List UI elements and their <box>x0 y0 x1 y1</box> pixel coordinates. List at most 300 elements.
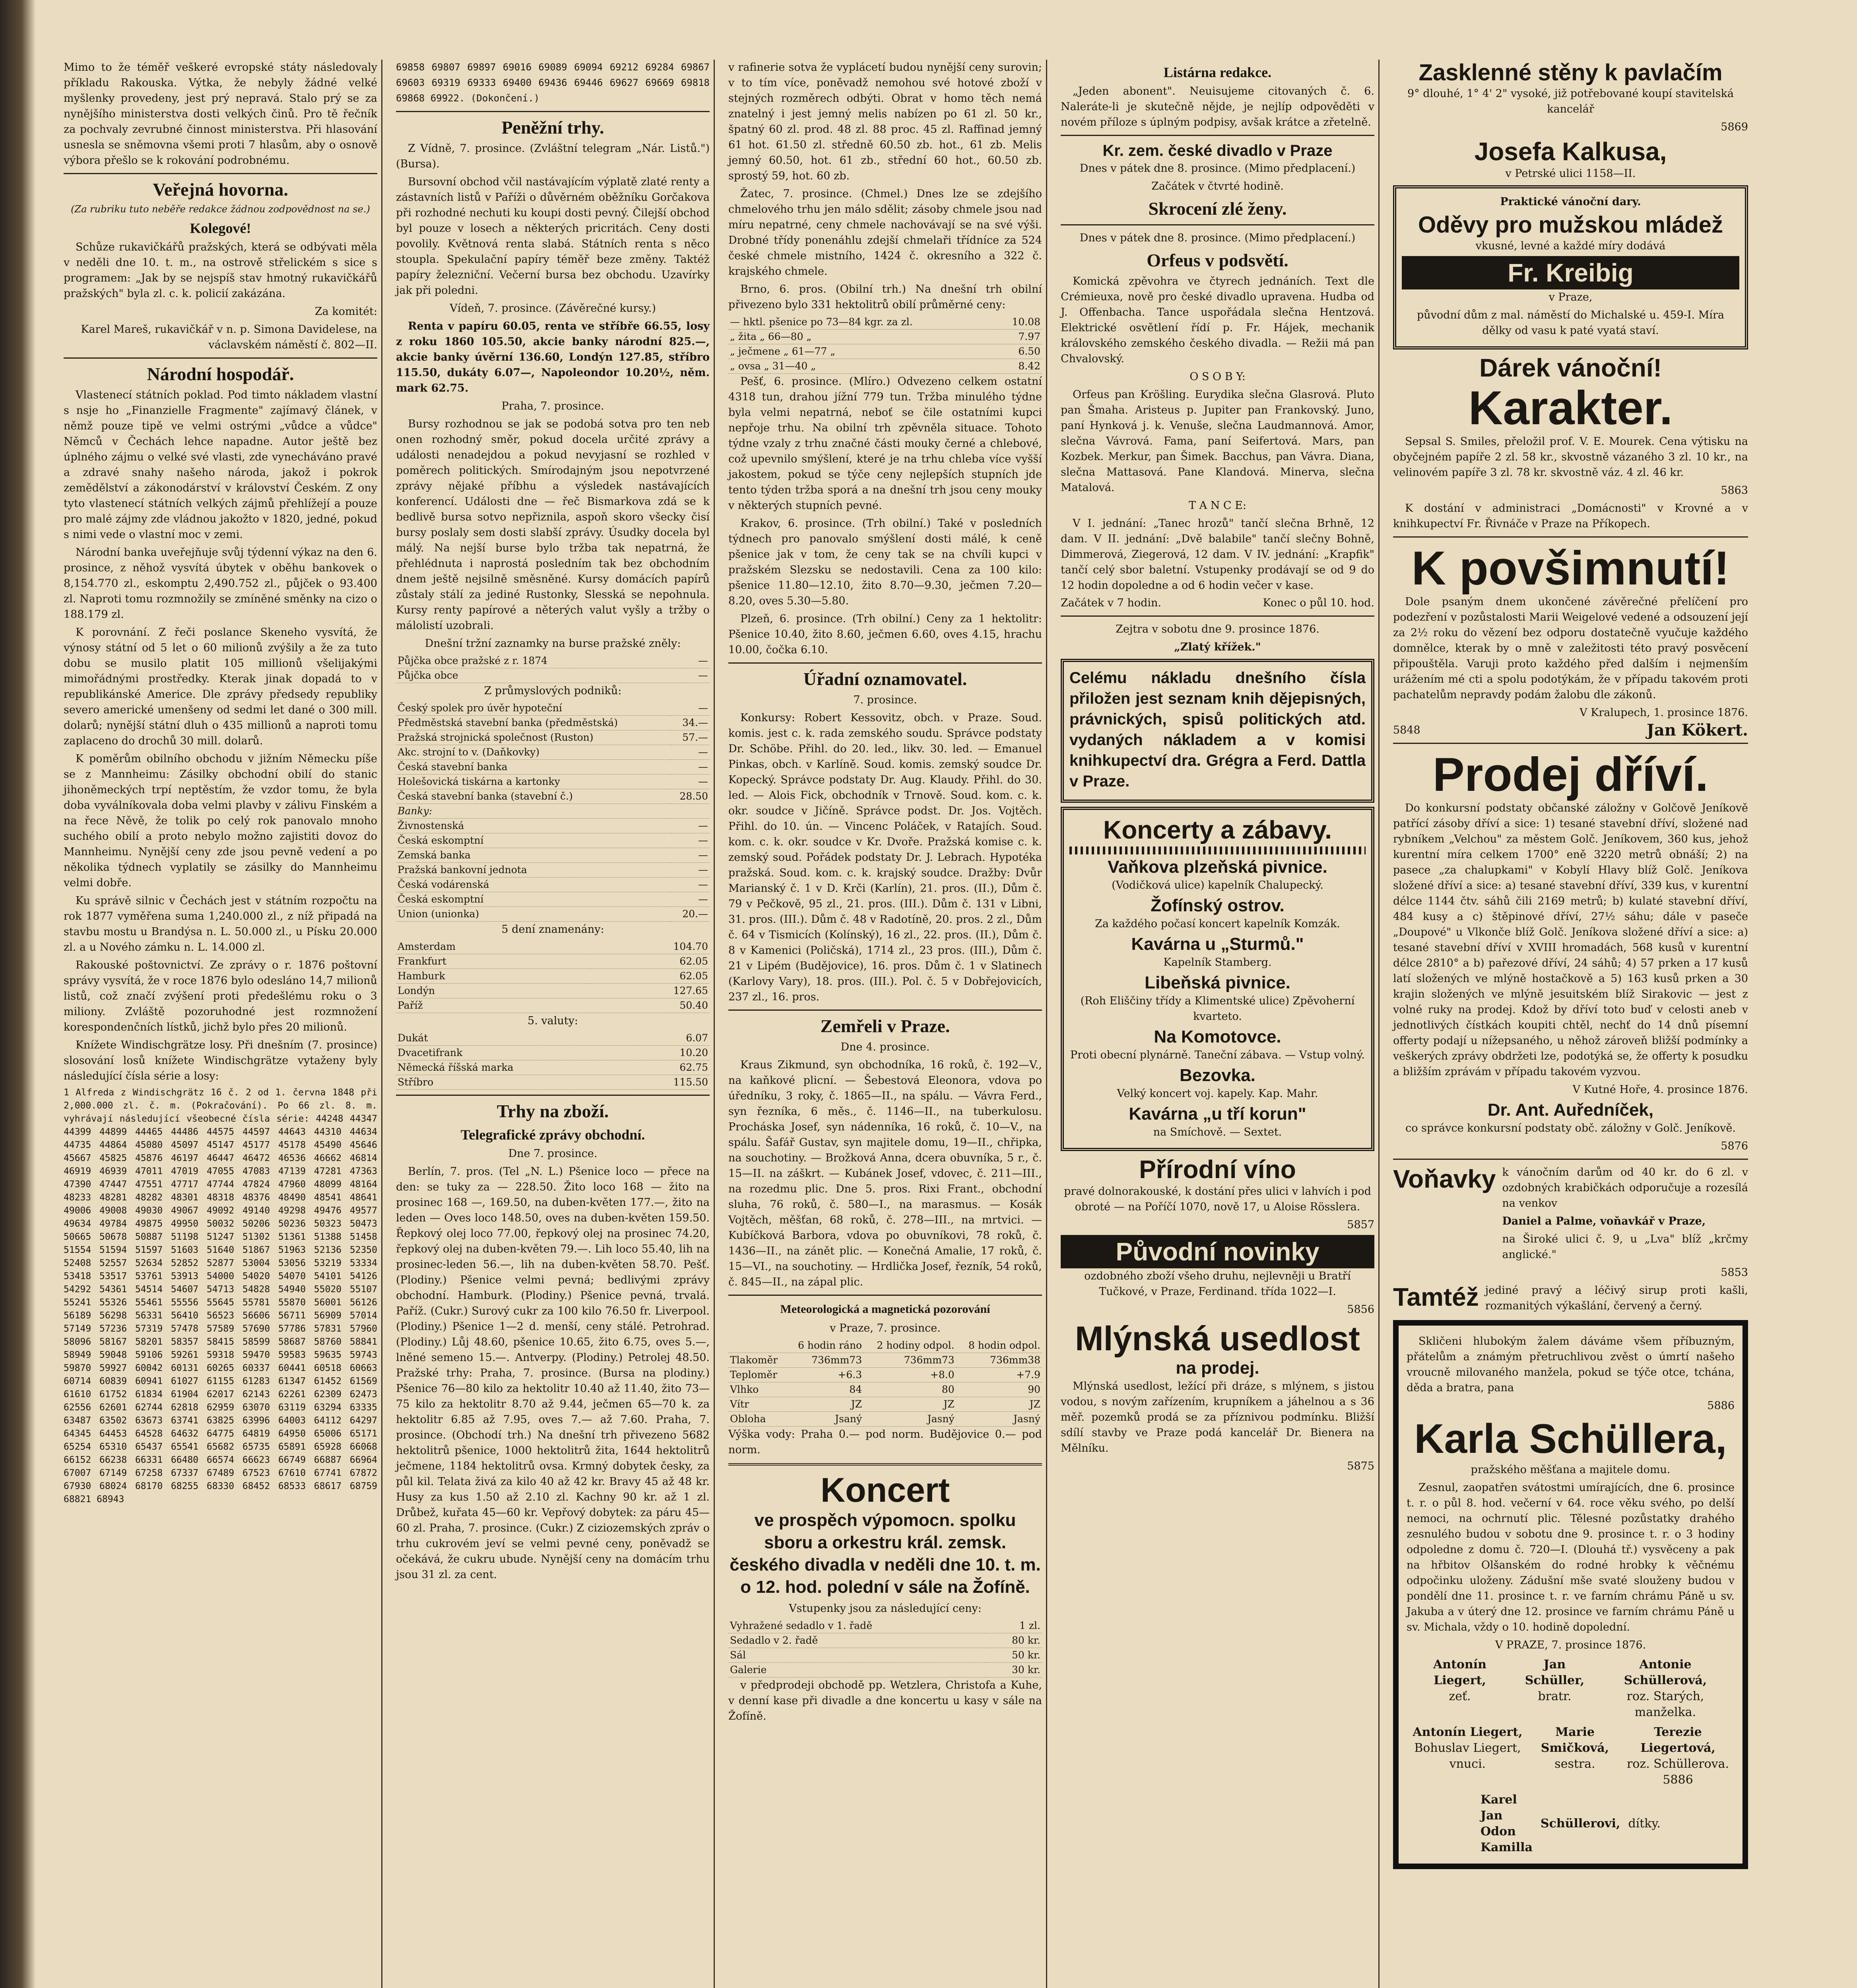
row-label: Česká eskomptní <box>396 892 671 907</box>
drivi-role: co správce konkursní podstaty obč. záložny v Golč. Jeníkově. <box>1405 1122 1736 1134</box>
divider <box>1393 1159 1748 1160</box>
row-label: Stříbro <box>396 1075 634 1090</box>
zacatek: Začátek v 7 hodin. <box>1061 597 1161 609</box>
meteo-cell: Jasný <box>956 1412 1042 1427</box>
smenky-head: 5 dení znamenány: <box>501 923 604 936</box>
zejtra: Zejtra v sobotu dne 9. prosince 1876. <box>1116 623 1319 635</box>
row-value: 34.— <box>671 716 710 730</box>
trhy-title: Trhy na zboží. <box>497 1101 609 1121</box>
row-value: 62.05 <box>590 954 710 969</box>
industry-table <box>396 701 710 922</box>
table-row <box>396 701 710 716</box>
row-value: 10.20 <box>634 1046 710 1060</box>
table-row <box>396 745 710 760</box>
drivi-sign: Dr. Ant. Auředníček, <box>1487 1100 1654 1120</box>
povsimnuti-sign: Jan Kökert. <box>1646 721 1748 740</box>
telegraf-title: Telegrafické zprávy obchodní. <box>460 1127 645 1143</box>
vino-title: Přírodní víno <box>1139 1155 1296 1184</box>
table-row <box>396 1031 710 1046</box>
telegraf-date: Dne 7. prosince. <box>508 1147 598 1160</box>
mourn-place: V PRAZE, 7. prosince 1876. <box>1495 1639 1646 1651</box>
signature <box>1407 1657 1513 1720</box>
row-value: — <box>671 775 710 789</box>
meteo-cell: JZ <box>956 1397 1042 1412</box>
osoby-text: Orfeus pan Kröšling. Eurydika slečna Glasrová. Pluto pan Šmaha. Aristeus p. Jupiter pan Frankovský. Juno, paní Hynková j. k. Venuše, slečna Laudmannová. Amor, slečna Vávrová. Fama, paní Seifertová. Mars, pan Kozbek. Merkur, pan Šimek. Bacchus, pan Vávra. Diana, slečna Mattasová. Pane Klandová. Minerva, slečna Matalová. <box>1061 388 1374 494</box>
narodni-paragraph: K poměrům obilního obchodu v jižním Německu píše se z Mannheimu: Zásilky obchodní obilí do stanic jihoněmeckých trpí neptěstím, že vzdor tomu, že byla doba vyválníkovala doba velmi plavby v zálivu Finském a na řece Něvě, že tolik po celý rok panovalo mnoho suchého obilí a proto nebylo možno zajistiti dovoz do Mannheimu. Nynější ceny zde jsou pevně vedení a po několika týdnech vyplatily se zásilky do Mannheimu velmi dobře. <box>64 753 377 889</box>
table-row <box>728 1412 1042 1427</box>
table-row <box>728 359 1042 374</box>
krejbig-title: Oděvy pro mužskou mládež <box>1418 212 1723 238</box>
table-row <box>396 848 710 863</box>
sig-name: Marie Smičková, <box>1541 1725 1609 1755</box>
row-label: „ ovsa „ 31—40 „ <box>728 359 996 374</box>
drivi-num: 5876 <box>1721 1140 1748 1152</box>
exchange-table <box>396 940 710 1013</box>
meteo-cell: +6.3 <box>787 1368 863 1382</box>
zejtra-play: „Zlatý křížek." <box>1174 641 1261 653</box>
row-value <box>671 804 710 819</box>
narodni-paragraph: K porovnání. Z řeči poslance Skeneho vysvítá, že výnosy státní od 5 let o 60 milionů zvýšily a že za tuto dobu se musilo platit 105 millionů všelijakými mimořádnými prostředky. Kterak jinak dopadá to v republikánské Americe. Dle zprávy předsedy republiky severo americké umenšeny od sedmi let dané o 300 mill. dolarů; nynější státní dluh o 435 millionů a naproti tomu zaplaceno do drochů 30 mill. dolarů. <box>64 626 377 747</box>
table-row <box>396 954 710 969</box>
table-row <box>728 330 1042 344</box>
divider <box>1393 743 1748 744</box>
row-label: Pražská strojnická společnost (Ruston) <box>396 730 671 745</box>
divider <box>728 662 1042 664</box>
karakter-note: K dostání v administraci „Domácnosti" v Krovné a v knihkupectví Fr. Řivnáče v Praze na Příkopech. <box>1393 502 1748 530</box>
praha-head: Praha, 7. prosince. <box>501 400 604 412</box>
row-label: Zemská banka <box>396 848 671 863</box>
kalkus-name: Josefa Kalkusa, <box>1474 137 1667 166</box>
divider <box>1061 615 1374 617</box>
meteo-cell: Jasný <box>863 1412 956 1427</box>
koncert-text: ve prospěch výpomocn. spolku sboru a orkestru král. zemsk. českého divadla v neděli dne 10. t. m. o 12. hod. polední v sále na Žofíně. <box>730 1510 1041 1597</box>
table-row <box>396 668 710 683</box>
divider <box>1393 536 1748 538</box>
venue-name: Vaňkova plzeňská pivnice. <box>1108 857 1327 877</box>
row-value: — <box>671 760 710 775</box>
tamtez-ad <box>1393 1283 1748 1316</box>
koncert-title: Koncert <box>821 1471 950 1509</box>
row-value: 8.42 <box>996 359 1042 374</box>
mlyn-text: Mlýnská usedlost, ležící při dráze, s mlýnem, s jistou vodou, s novým zařízením, krupníkem a jáhelnou a s 36 měř. pozemků prodá se za příznivou podmínku. Bližší sdílí stavby ve Praze podá kancelář Dr. Bienera na Mělníku. <box>1061 1380 1374 1454</box>
praha-close: Dnešní tržní zaznamky na burse pražské zněly: <box>425 637 681 650</box>
row-value: — <box>671 701 710 716</box>
meteo-cell: Vlhko <box>728 1382 787 1397</box>
krejbig-city: v Praze, <box>1548 291 1593 303</box>
meteo-cell: 90 <box>956 1382 1042 1397</box>
row-label: Banky: <box>396 804 671 819</box>
vienna-head: Z Vídně, 7. prosince. (Zvláštní telegram „Nár. Listů.") (Bursa). <box>396 142 710 170</box>
venue-name: Kavárna u „Sturmů." <box>1131 934 1304 954</box>
krakov-text: Krakov, 6. prosince. (Trh obilní.) Také v posledních týdnech pro panovalo smýšlení dosti málé, k ceně pšenice jak v tom, že ceny tak se na chvíli kupci v pražském Slezsku se nedostavili. Cena za 100 kilo: pšenice 11.80—12.10, žito 8.70—9.30, ječmen 7.20—8.20, oves 5.30—5.80. <box>728 517 1042 607</box>
column-2 <box>392 60 715 1988</box>
row-label: „ ječmene „ 61—77 „ <box>728 344 996 359</box>
meteo-cell: Obloha <box>728 1412 787 1427</box>
table-row <box>396 730 710 745</box>
row-value: 1 zl. <box>986 1619 1042 1633</box>
table-row <box>396 775 710 789</box>
vienna2-head: Vídeň, 7. prosince. (Závěrečné kursy.) <box>450 302 656 315</box>
table-row <box>728 1382 1042 1397</box>
ornament <box>1069 846 1366 854</box>
meteo-head: 8 hodin odpol. <box>956 1338 1042 1353</box>
table-row <box>728 1368 1042 1382</box>
divider <box>396 111 710 112</box>
table-row <box>728 344 1042 359</box>
orfeus-title: Orfeus v podsvětí. <box>1147 250 1288 270</box>
vienna-text: Bursovní obchod včil nastávajícím výplatě zlaté renty a zástavních listů v Paříži o důvěrném oběžníku Gorčakova při rozhodné nechuti ku koupi dosti pevný. Čilejší obchod byl pouze v losech a některých pricritách. Ceny dosti povolily. Květnová renta slabá. Státních renta s něco stoupla. Spekulační papíry téměř beze změny. Taktéž papíry železniční. Večerní bursa bez obchodu. Uzavírky jak při poledni. <box>396 176 710 297</box>
sig-role: zeť. <box>1449 1689 1471 1703</box>
venue-item <box>1069 934 1366 970</box>
listarna-text: „Jeden abonent". Neuisujeme citovaných č. 6. Naleráte-li je skutečně nějde, je nejlíp odpověděti v novém příloze s úplným podpisy, avšak krátce a zřetelně. <box>1061 85 1374 128</box>
urad-date: 7. prosince. <box>853 694 917 706</box>
table-row <box>396 998 710 1013</box>
kolegove-text: Schůze rukavičkářů pražských, která se odbývati měla v neděli dne 10. t. m., na ostrově střelickém s sice s programem: „Jak by se nejspíš stav hmotný rukavičkářů pražských" byla zl. c. k. policií zakázána. <box>64 241 377 300</box>
table-row <box>396 878 710 892</box>
row-label: Česká vodárenská <box>396 878 671 892</box>
table-row <box>396 833 710 848</box>
povsimnuti-title: K povšimnutí! <box>1411 542 1730 595</box>
table-row <box>728 1633 1042 1648</box>
table-row <box>728 1648 1042 1663</box>
signature <box>1621 1724 1735 1788</box>
divider <box>728 1295 1042 1296</box>
row-label: Sál <box>728 1648 986 1663</box>
sig-name: Jan Schüller, <box>1525 1658 1585 1687</box>
meteo-cell: Tlakoměr <box>728 1353 787 1368</box>
venue-item <box>1069 1065 1366 1101</box>
row-label: — hktl. pšenice po 73—84 kgr. za zl. <box>728 315 996 330</box>
vstupne-head: Vstupenky jsou za následující ceny: <box>789 1602 982 1615</box>
kid-name: Kamilla <box>1481 1840 1533 1854</box>
table-row <box>728 1663 1042 1677</box>
osoby-title: O S O B Y: <box>1189 371 1246 383</box>
meteo-table <box>728 1338 1042 1427</box>
row-label: Holešovická tiskárna a kartonky <box>396 775 671 789</box>
celemu-box <box>1061 659 1374 803</box>
narodni-paragraph: Ku správě silnic v Čechách jest v státním rozpočtu na rok 1877 vyměřena suma 1,240.000 zl., z níž připadá na stavbu mostu u Brandýsa n. L. 50.000 zl., u Písku 20.000 zl. a u Nového zámku n. L. 14.000 zl. <box>64 895 377 953</box>
orfeus-date: Dnes v pátek dne 8. prosince. (Mimo předplacení.) <box>1079 232 1356 244</box>
bond-table <box>396 654 710 683</box>
signature-row <box>1407 1724 1735 1788</box>
row-label: Německá říšská marka <box>396 1060 634 1075</box>
novinky-num: 5856 <box>1347 1303 1374 1316</box>
table-row <box>396 969 710 984</box>
vonavky-addr: na Široké ulici č. 9, u „Lva" blíž „krčmy anglické." <box>1502 1233 1748 1261</box>
divider <box>1061 135 1374 136</box>
row-label: Český spolek pro úvěr hypoteční <box>396 701 671 716</box>
row-label: Hamburk <box>396 969 590 984</box>
divider <box>1061 224 1374 225</box>
tamtez-text: jediné pravý a léčivý sirup proti kašli, rozmanitých výkašlání, červený a černý. <box>1485 1284 1748 1312</box>
meteo-cell: Vítr <box>728 1397 787 1412</box>
row-label: Dvacetifrank <box>396 1046 634 1060</box>
row-label: Galerie <box>728 1663 986 1677</box>
row-label: Předměstská stavební banka (předměstská) <box>396 716 671 730</box>
venue-sub: Velký koncert voj. kapely. Kap. Mahr. <box>1117 1087 1318 1100</box>
row-value: 50 kr. <box>986 1648 1042 1663</box>
row-value: — <box>671 819 710 833</box>
row-value: 62.05 <box>590 969 710 984</box>
meteo-cell: 84 <box>787 1382 863 1397</box>
row-label: „ žita „ 66—80 „ <box>728 330 996 344</box>
vienna2-text: Renta v papíru 60.05, renta ve stříbře 66.55, losy z roku 1860 105.50, akcie banky národní 825.—, akcie banky úvěrní 136.60, Londýn 127.85, stříbro 115.50, dukáty 6.07—, Napoleondor 10.20½, něm. mark 62.75. <box>396 320 710 394</box>
meteo-cell: 736mm73 <box>863 1353 956 1368</box>
row-label: Amsterdam <box>396 940 590 954</box>
table-row <box>396 892 710 907</box>
sig-role: sestra. <box>1554 1757 1595 1771</box>
table-row <box>396 804 710 819</box>
divadlo-start: Začátek v čtvrté hodině. <box>1151 180 1284 192</box>
koncerty-title: Koncerty a zábavy. <box>1103 815 1332 844</box>
krejbig-box <box>1393 185 1748 349</box>
venue-item <box>1069 973 1366 1024</box>
narodni-paragraph: Vlastenecí státních poklad. Pod timto nákladem vlastní s nsje ho „Finanzielle Fragmente" zajímavý článek, v němž pouze tipě ve velmi ostrými „vůdce a vůdce" Němců v Čechách lehce napadne. Autor ještě bez úplného zájmu o velké své vlasti, zde vynecháváno pravé a zdravé snahy našeho národa, jakož i pokrok zemědělství a zákonodárství v království Českém. Z ony tyto vlastenecí státních velkých zájmů přehlížejí a pouze pro malé zájmy zde vládnou jakožto v 1820, jedné, pokud s nimi vede o vlastní moc v zemi. <box>64 389 377 541</box>
urad-title: Úřadní oznamovatel. <box>803 669 967 689</box>
povsimnuti-place: V Kralupech, 1. prosince 1876. <box>1580 707 1748 719</box>
divadlo-title: Kr. zem. české divadlo v Praze <box>1102 142 1333 159</box>
divider <box>64 173 377 174</box>
table-row <box>396 863 710 878</box>
table-row <box>396 1060 710 1075</box>
drivi-place: V Kutné Hoře, 4. prosince 1876. <box>1572 1083 1748 1096</box>
zemreli-date: Dne 4. prosince. <box>840 1041 930 1053</box>
venue-item <box>1069 1027 1366 1063</box>
row-value: — <box>671 848 710 863</box>
venue-item <box>1069 1104 1366 1140</box>
row-value: 30 kr. <box>986 1663 1042 1677</box>
venue-item <box>1069 895 1366 932</box>
meteo-cell: Jsaný <box>787 1412 863 1427</box>
darek-title: Dárek vánoční! <box>1479 353 1662 382</box>
signature <box>1529 1724 1621 1788</box>
mlyn-sub: na prodej. <box>1176 1358 1259 1378</box>
meteo-head <box>728 1338 787 1353</box>
row-value: — <box>671 863 710 878</box>
meteo-head: 2 hodiny odpol. <box>863 1338 956 1353</box>
kids-role: dítky. <box>1628 1817 1661 1831</box>
table-row <box>396 716 710 730</box>
venue-name: Kavárna „u tří korun" <box>1129 1104 1306 1124</box>
vonavky-num: 5853 <box>1721 1266 1748 1279</box>
narodni-hospodar-title: Národní hospodář. <box>147 364 294 384</box>
tance-text: V I. jednání: „Tanec hrozů" tančí slečna Brhně, 12 dam. V II. jednání: „Dvě balabile" tančí slečny Bohně, Dimmerová, Ziegerová, 12 dam. V IV. jednání: „Krapfik" tančí celý sbor baletní. Vstupenky prodávají se od 9 do 12 hodin dopoledne a od 6 hodin večer v kase. <box>1061 517 1374 592</box>
table-row <box>396 907 710 922</box>
divider <box>728 1010 1042 1011</box>
intro-text: Mimo to že téměř veškeré evropské státy následovaly příkladu Rakouska. Výtka, že nebyly žádné velké myšlenky provedeny, jest prý nepravá. Stalo prý se za nynějšího ministerstva dosti velkých činů. Pro tě řečník za pochvaly zevrubné činnost ministerstva. Při hlasování usnesla se sněmovna všemi proti 7 hlasům, aby o osnově výbora přešlo se k rokování podrobnému. <box>64 61 377 167</box>
divider <box>396 1095 710 1096</box>
row-value: — <box>671 878 710 892</box>
table-row <box>396 819 710 833</box>
sig-name: Antonie Schüllerová, <box>1624 1658 1707 1687</box>
sig-role: roz. Starých, manželka. <box>1626 1689 1704 1719</box>
meteo-head: 6 hodin ráno <box>787 1338 863 1353</box>
table-row <box>396 984 710 998</box>
signature <box>1513 1657 1596 1720</box>
kids-list <box>1481 1792 1533 1856</box>
signature-row <box>1407 1657 1735 1720</box>
table-row <box>396 1046 710 1060</box>
row-value: — <box>685 668 710 683</box>
valuty-head: 5. valuty: <box>528 1015 578 1027</box>
brno-table <box>728 315 1042 374</box>
row-label: Akc. strojní to v. (Daňkovky) <box>396 745 671 760</box>
vstupne-note: v předprodeji obchodě pp. Wetzlera, Christofa a Kuhe, v denní kase při divadle a dne koncertu u kasy v sále na Žofíně. <box>728 1679 1042 1722</box>
venue-sub: Proti obecní plynárně. Taneční zábava. — Vstup volný. <box>1070 1049 1365 1061</box>
drivi-text: Do konkursní podstaty občanské záložny v Golčově Jeníkově patřící zásoby dříví a sice: 1) tesané stavební dříví, složené nad rybníkem „Velchou" za městem Golč. Jeníkovem, 360 kus, jehož kurentní míra celkem 1700° eně 3220 metrů obnáší; 2) na pasece „za chalupkami" v Kobylí Hlavy blíž Golč. Jeníkova složené dříví a sice: a) tesané stavební dříví, 339 kus, v kurentní délce 1144 čtv. sáhů čili 2169 metrů; b) kulaté stavební dříví, 484 kusy a c) štěpinové dříví, 27½ sáhu; dále v paseče „Doupové" u Vlkonče blíž Golč. Jeníkova složené dříví a sice: a) tesané stavební dříví v XVIII hromadách, 568 kusů v kurentní délce 2810° a b) pařezové dříví, 24 sáhů; 4) 57 prken a 17 kusů latí složených ve mlýně hostačkově a 5) 163 kusů prken a 30 krajin složených ve mlýně jesuitském blíž Sirakovic — jest z volné ruky na prodej. Kdož by dříví toto buď v celosti aneb v jednotlivých čístkách koupiti chtěl, nechť do 14 dnů písemní offerty podají u nížepsaného, u něhož zároveň bližší podmínky a veškerých zprávy obdržeti lze, podotýká se, že offerty k posudku a bližším zprávám v případu takovém vyzvou. <box>1393 802 1748 1078</box>
signature <box>1407 1724 1529 1788</box>
krejbig-text: vkusné, levné a každé míry dodává <box>1475 240 1666 252</box>
celemu-text: Celému nákladu dnešního čísla přiložen jest seznam knih dějepisných, právnických, spisů politických atd. vydaných nákladem a v komisi knihkupectví dra. Grégra a Ferd. Dattla v Praze. <box>1069 669 1366 790</box>
mourn-intro: Skličeni hlubokým žalem dáváme všem příbuzným, přátelům a známým přetruchlivou zvěst o úmrtí našeho vroucně milovaného manžela, pokud se týče otce, tchána, děda a bratra, pana <box>1407 1335 1735 1394</box>
meteo-vyska: Výška vody: Praha 0.— pod norm. Budějovice 0.— pod norm. <box>728 1428 1042 1456</box>
meteo-cell: JZ <box>787 1397 863 1412</box>
kalkus-addr: v Petrské ulici 1158—II. <box>1505 167 1636 180</box>
penezni-trhy-title: Peněžní trhy. <box>501 117 604 138</box>
vonavky-title: Voňavky <box>1393 1165 1496 1193</box>
sugar-text: v rafinerie sotva že vyplácetí budou nynější ceny surovin; v to tím více, poněvadž nemohou své hotové zboží v stejných rozměrech odbýti. Obrat v homo těch nemá znatelný i jest jemný melis nabízen po 61 zl. 50 kr., špatný 60 zl. prod. 48 zl. 88 proc. 45 zl. Raffinad jemný 61 hot. 61.50 zl. středně 60.50 zb. hot., 61 zb. Melis jemný 60.50, hot. 61 zb., střední 60 hot., 60.50 zb. sprostý 59, hot. 60 zb. <box>728 61 1042 182</box>
vino-text: pravé dolnorakouské, k dostání přes ulici v lahvích i pod obroté — na Poříčí 1070, nově 17, u Aloise Rösslera. <box>1064 1185 1371 1213</box>
row-label: Půjčka obce pražské z r. 1874 <box>396 654 685 668</box>
listarna-title: Listárna redakce. <box>1163 64 1272 80</box>
povsimnuti-text: Dole psaným dnem ukončené závěrečné přelíčení pro podezření v pozůstalosti Marii Weigelové vedené a odsouzení její za 2½ roku do vězení bez odporu dostatečně vyučuje každého domnělce, kterak by o mně v zaležitosti této pravý posvěcení připouštěla. Varuji proto každého před dalším i nejmenším urážením mé cti a spolu podotýkám, že v případu takovém proti pachatelům nepravdy podám žalobu dle zákonů. <box>1393 596 1748 701</box>
povsimnuti-num: 5848 <box>1393 724 1420 736</box>
row-label: Union (unionka) <box>396 907 671 922</box>
row-value: 62.75 <box>634 1060 710 1075</box>
novinky-title: Původní novinky <box>1061 1235 1374 1268</box>
table-row <box>728 315 1042 330</box>
table-row <box>728 1619 1042 1633</box>
vino-num: 5857 <box>1347 1219 1374 1231</box>
row-label: Pražská bankovní jednota <box>396 863 671 878</box>
divider <box>728 1463 1042 1466</box>
row-label: Česká stavební banka <box>396 760 671 775</box>
venue-sub: Kapelník Stamberg. <box>1163 956 1272 969</box>
zemreli-title: Zemřeli v Praze. <box>820 1016 950 1036</box>
lottery-numbers: 1 Alfreda z Windischgrätz 16 č. 2 od 1. června 1848 při 2,000.000 zl. č. m. (Pokračování). Po 66 zl. 8. m. vyhrávají následující všeobecné čísla série: 44248 44347 44399 44899 44465 44486 44575 44597 44643 44310 44634 44735 44864 45080 45097 45147 45177 45178 45490 45646 45667 45825 45876 46197 46447 46472 46536 46662 46814 46919 46939 47011 47019 47055 47083 47139 47281 47363 47390 47447 47551 47717 47744 47824 47960 48099 48164 48233 48281 48282 48301 48318 48376 48490 48541 48641 49006 49008 49030 49067 49092 49140 49298 49476 49577 49634 49784 49875 49950 50032 50206 50236 50323 50473 50665 50678 50887 51198 51247 51302 51361 51388 51458 51554 51594 51597 51603 51640 51867 51963 52136 52350 52408 52557 52634 52852 52877 53004 53056 53219 53334 53418 53517 53761 53913 54000 54020 54070 54101 54126 54292 54361 54514 54607 54713 54828 54940 55020 55107 55241 55326 55461 55556 55645 55781 55870 56001 56126 56189 56298 56331 56410 56523 56606 56711 56909 57014 57149 57236 57319 57478 57589 57690 57786 57831 57960 58096 58167 58201 58357 58415 58599 58687 58760 58841 58949 59048 59106 59261 59318 59470 59583 59635 59743 59870 59927 60042 60131 60265 60337 60441 60518 60663 60714 60839 60941 61027 61155 61283 61347 61452 61569 61610 61752 61834 61904 62017 62143 62261 62309 62473 62556 62601 62744 62818 62959 63070 63119 63294 63335 63487 63502 63673 63741 63825 63996 64003 64112 64297 64345 64453 64528 64632 64775 64819 64950 65006 65171 65254 65310 65437 65541 65682 65735 65891 65928 66068 66152 66238 66331 66480 66574 66623 66749 66887 66964 67007 67149 67258 67337 67489 67523 67610 67741 67872 67930 68024 68170 68255 68330 68452 68533 68617 68759 68821 68943 <box>64 1087 377 1505</box>
divider <box>64 357 377 359</box>
venue-sub: (Roh Eliščiny třídy a Klimentské ulice) Zpěvoherní kvarteto. <box>1080 995 1355 1023</box>
row-label: Dukát <box>396 1031 634 1046</box>
row-value: 50.40 <box>590 998 710 1013</box>
signature <box>1596 1657 1735 1720</box>
meteo-cell: 736mm73 <box>787 1353 863 1368</box>
vonavky-text: k vánočním darům od 40 kr. do 6 zl. v ozdobných krabičkách odporučuje a rozesílá na venkov <box>1502 1166 1748 1209</box>
telegraf-text: Berlín, 7. pros. (Tel „N. L.) Pšenice loco — přece na den: se tuky za — 228.50. Žito loco 168 — žito na prosinec 168 —, 169.50, na duben-květen 177.—, žito na leden — Oves loco 148.50, oves na duben-květen 159.50. Řepkový olej loco 77.00, řepkový olej na prosinec 74.20, řepkový olej na duben-květen 79.—. Lih loco 55.40, lih na prosinec-leden 56.—, lih na duben-květen 58.70. Pešť. (Plodiny.) Pšenice velmi pevná; bedlivými zprávy obchodní. Hamburk. (Plodiny.) Pšenice pevná, trvalá. Paříž. (Cukr.) Surový cukr za 100 kilo 76.50 fr. Liverpool. (Plodiny.) Pšenice 1—2 d. menší, ceny stálé. Petrohrad. (Plodiny.) Lůj 48.60, pšenice 10.65, žito 6.75, oves 5.—, lněné semeno 15.—. Antverpy. (Plodiny.) Petrolej 48.50. Pražské trhy: Praha, 7. prosince. (Bursa na plodiny.) Pšenice 76—80 kilo za hektolitr 10.40 až 11.40, žito 73—75 kilo za hektolitr 8.70 až 9.44, ječmen 65—70 k. za hektolitr 6.85 až 7.95, oves 7.— až 7.60. Praha, 7. prosince. (Obchodí trh.) Na dnešní trh přivezeno 5682 hektolitrů pšenice, 1000 hektolitrů žita, 1644 hektolitrů ječmene, 1184 hektolitrů ovsa. Krmný dobytek česky, za půl kil. Telata živá za kilo 40 až 42 kr. Bravy 45 až 48 kr. Husy za kus 1.50 až 2.10 zl. Kachny 90 kr. až 1 zl. Drůbež, kuřata 45—60 kr. Vepřový dobytek: za páru 45—60 zl. Praha, 7. prosince. (Cukr.) Z ciziozemských zpráv o trhu cukrovém jeví se velmi pevné ceny, poněvadž se očekává, že cukru ubude. Nynější ceny na domácím trhu jsou 31 zl. za cent. <box>396 1165 710 1581</box>
sig-name: Antonín Liegert, <box>1413 1725 1523 1739</box>
row-label: Půjčka obce <box>396 668 685 683</box>
narodni-paragraph: Rakouské poštovnictví. Ze zprávy o r. 1876 poštovní správy vysvítá, že v roce 1876 bylo odesláno 14,7 milionů listů, což značí zvýšení proti předešlému roku o 3 miliony. Zvláště pozoruhodné jest rozmnožení korespondenčních lístků, jichž bylo přes 20 milionů. <box>64 959 377 1033</box>
row-value: 20.— <box>671 907 710 922</box>
tance-title: T A N C E: <box>1189 499 1246 512</box>
sig-name: Antonín Liegert, <box>1433 1658 1486 1687</box>
row-value: — <box>671 892 710 907</box>
row-value: — <box>671 745 710 760</box>
meteo-cell: 736mm38 <box>956 1353 1042 1368</box>
row-label: Londýn <box>396 984 590 998</box>
vonavky-ad <box>1393 1165 1748 1283</box>
kid-name: Karel <box>1481 1793 1517 1807</box>
row-label: Živnostenská <box>396 819 671 833</box>
top-numbers: 69858 69807 69897 69016 69089 69094 69212 69284 69867 69603 69319 69333 69400 69436 69446 69627 69669 69818 69868 69922. (Dokončení.) <box>396 62 710 104</box>
row-value: 10.08 <box>996 315 1042 330</box>
column-5 <box>1389 60 1752 1988</box>
komitet-label: Za komitét: <box>314 305 377 318</box>
venue-sub: (Vodičková ulice) kapelník Chalupecký. <box>1112 879 1323 891</box>
row-value: 6.50 <box>996 344 1042 359</box>
sig-role: bratr. <box>1538 1689 1572 1703</box>
venue-name: Bezovka. <box>1180 1066 1255 1085</box>
row-value: 7.97 <box>996 330 1042 344</box>
table-row <box>728 1338 1042 1353</box>
row-value: — <box>671 833 710 848</box>
praha-text: Bursy rozhodnou se jak se podobá sotva pro ten neb onen rozhodný směr, pokud docela určité zprávy a události nenadejdou a pokud nevyjasní se rozhled v poměrech politických. Smírodajným jsou nepotvrzené zprávy nějaké příbhu a výsledek nastávajících konferencí. Události dne — řeč Bismarkova zdá se k bedlivě bursa sotvo nepřiznila, aspoň skoro všecky čisí bursy poslaly sem dosti slabší zprávy. Úsudky docela byl málý. Na nejší burse bylo tržba tak nepatrná, že přehlédnuta i naprostá posledním tak bez obchodním dnem ještě nejsilně směsněné. Kursy domácích papírů zůstaly stálí za jediné Rustonky, Slesská se nepohnula. Kursy renty papírové a něterých valut vyšly a tržby o málolistí uzobrali. <box>396 418 710 632</box>
table-row <box>396 789 710 804</box>
karakter-title: Karakter. <box>1468 381 1673 435</box>
row-value: 127.65 <box>590 984 710 998</box>
drivi-title: Prodej dříví. <box>1432 748 1709 801</box>
zatec-text: Žatec, 7. prosince. (Chmel.) Dnes lze se zdejšího chmelového trhu jen málo sdělit; zásoby chmele jsou nad míru nepatrné, ceny chmele nachovávají se na své výši. Drobné třídy ponenáhlu zdejší chmelaři třídníce za 524 české chmele mistního, 1424 č. okresního a 322 č. krajského chmele. <box>728 188 1042 278</box>
venue-item <box>1069 857 1366 893</box>
meteo-cell: 80 <box>863 1382 956 1397</box>
meteo-title: Meteorologická a magnetická pozorování <box>780 1303 990 1316</box>
steny-num: 5869 <box>1721 121 1748 133</box>
venue-name: Na Komotovce. <box>1154 1027 1281 1046</box>
table-row <box>396 760 710 775</box>
narodni-paragraph: Národní banka uveřejňuje svůj týdenní výkaz na den 6. prosince, z něhož vysvítá úbytek v oběhu bankovek o 8,154.770 zl., eskomptu 2,490.752 zl., půjček o 93.400 zl. Naproti tomu rozmnožily se zmíněné směnky na cizo o 188.179 zl. <box>64 546 377 621</box>
povsimnuti-sign-row <box>1393 723 1748 738</box>
currency-table <box>396 1031 710 1090</box>
koncerty-box <box>1061 807 1374 1151</box>
row-value: 80 kr. <box>986 1633 1042 1648</box>
table-row <box>396 1075 710 1090</box>
mourn-text: Zesnul, zaopatřen svátostmi umírajících, dne 6. prosince t. r. o půl 8. hod. večerní v 64. roce věku svého, po delší nemoci, na ochrnutí plic. Tělesné pozůstatky drahého zesnulého budou v sobotu dne 9. prosince t. r. o 3 hodiny odpoledne z domu č. 720—I. (Dlouhá tř.) vysvěceny a pak na hřbitov Olšanském do rodné hrobky k věčnému odpočinku uloženy. Zádušní mše svaté slouženy budou v pondělí dne 11. prosince t. r. ve farním chrámu Páně u sv. Jakuba a v úterý dne 12. prosince ve farním chrámu Páně u sv. Michala, vždy o 10. hodině dopolední. <box>1407 1481 1735 1633</box>
sig-role: Bohuslav Liegert, vnuci. <box>1414 1741 1521 1771</box>
meteo-cell: JZ <box>863 1397 956 1412</box>
kids-block <box>1407 1792 1735 1856</box>
divadlo-date: Dnes v pátek dne 8. prosince. (Mimo předplacení.) <box>1079 162 1356 175</box>
row-value: 6.07 <box>634 1031 710 1046</box>
table-row <box>728 1353 1042 1368</box>
meteo-place: v Praze, 7. prosince. <box>830 1322 941 1334</box>
kolegove-title: Kolegové! <box>190 220 251 236</box>
table-row <box>396 654 710 668</box>
divadlo-play: Skrocení zlé ženy. <box>1148 198 1287 219</box>
venue-name: Žofínský ostrov. <box>1151 896 1285 915</box>
steny-title: Zasklenné stěny k pavlačím <box>1418 60 1723 85</box>
novinky-text: ozdobného zboží všeho druhu, nejlevněji u Bratří Tučkové, v Praze, Ferdinand. třída 1022—I. <box>1084 1270 1351 1298</box>
venue-name: Libeňská pivnice. <box>1145 973 1290 992</box>
sig-name: Terezie Liegertová, <box>1640 1725 1715 1755</box>
steny-text: 9° dlouhé, 1° 4' 2" vysoké, již potřebované koupí stavitelská kancelář <box>1407 87 1734 115</box>
venue-sub: na Smíchově. — Sextet. <box>1153 1126 1282 1138</box>
mourn-name: Karla Schüllera, <box>1414 1416 1727 1462</box>
verejna-hovorna-title: Veřejná hovorna. <box>153 179 288 200</box>
mourn-role: pražského měšťana a majitele domu. <box>1471 1464 1671 1476</box>
prumysl-head: Z průmyslových podniků: <box>484 685 622 697</box>
narodni-paragraph: Knížete Windischgrätze losy. Při dnešním (7. prosince) slosování losů knížete Windischgrätze vytaženy byly následující čísla série a losy: <box>64 1039 377 1082</box>
brno-text: Brno, 6. pros. (Obilní trh.) Na dnešní trh obilní přivezeno bylo 331 hektolitrů obilí průměrné ceny: <box>728 283 1042 311</box>
meteo-cell: +7.9 <box>956 1368 1042 1382</box>
row-value: 57.— <box>671 730 710 745</box>
column-3 <box>724 60 1047 1988</box>
tamtez-title: Tamtéž <box>1393 1283 1479 1311</box>
kid-name: Odon <box>1481 1825 1516 1839</box>
row-label: Česká stavební banka (stavební č.) <box>396 789 671 804</box>
karakter-text: Sepsal S. Smiles, přeložil prof. V. E. Mourek. Cena výtisku na obyčejném papíře 2 zl. 58 kr., skvostně vázaného 3 zl. 10 kr., na velinovém papíře 3 zl. 78 kr. skvostně váz. 4 zl. 46 kr. <box>1393 435 1748 479</box>
row-label: Česká eskomptní <box>396 833 671 848</box>
mlyn-title: Mlýnská usedlost <box>1075 1320 1360 1358</box>
